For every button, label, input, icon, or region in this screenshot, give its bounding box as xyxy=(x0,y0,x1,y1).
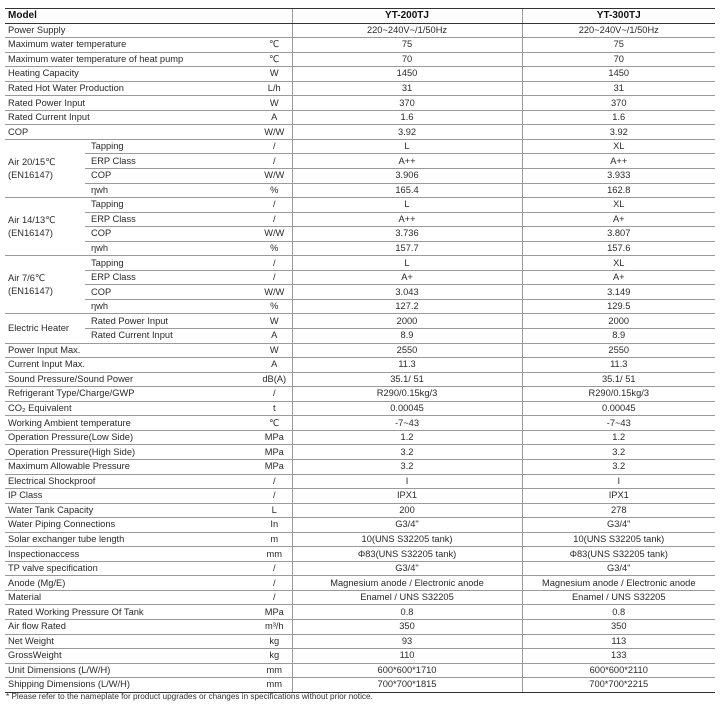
row-label: Working Ambient temperature xyxy=(5,416,257,431)
row-value-model-2: R290/0.15kg/3 xyxy=(522,387,715,402)
row-value-model-1: A+ xyxy=(292,270,522,285)
row-unit: MPa xyxy=(257,605,292,620)
header-model-2: YT-300TJ xyxy=(522,9,715,24)
table-row xyxy=(5,401,715,416)
row-unit: kg xyxy=(257,634,292,649)
row-unit: / xyxy=(257,576,292,591)
row-unit: W xyxy=(257,314,292,329)
group-label xyxy=(5,314,85,343)
row-value-model-1: 31 xyxy=(292,81,522,96)
row-unit: In xyxy=(257,518,292,533)
group-row-label: Tapping xyxy=(85,198,257,213)
row-label: COP xyxy=(5,125,257,140)
row-value-model-2: 700*700*2215 xyxy=(522,678,715,693)
table-row xyxy=(5,474,715,489)
table-row xyxy=(5,38,715,53)
row-label: Maximum water temperature of heat pump xyxy=(5,52,257,67)
spec-table xyxy=(5,8,715,693)
row-label: Refrigerant Type/Charge/GWP xyxy=(5,387,257,402)
group-row-label: ERP Class xyxy=(85,270,257,285)
row-value-model-1: I xyxy=(292,474,522,489)
table-row xyxy=(5,343,715,358)
group-table-row xyxy=(5,256,715,271)
row-label: Operation Pressure(High Side) xyxy=(5,445,257,460)
row-value-model-1: 157.7 xyxy=(292,241,522,256)
group-table-row xyxy=(5,139,715,154)
row-value-model-1: 3.2 xyxy=(292,459,522,474)
table-row xyxy=(5,605,715,620)
group-table-row xyxy=(5,169,715,184)
row-unit: dB(A) xyxy=(257,372,292,387)
row-value-model-1: 8.9 xyxy=(292,329,522,344)
table-row xyxy=(5,358,715,373)
row-value-model-1: 220~240V~/1/50Hz xyxy=(292,23,522,38)
table-row xyxy=(5,489,715,504)
row-unit: / xyxy=(257,387,292,402)
row-label: Net Weight xyxy=(5,634,257,649)
table-row xyxy=(5,590,715,605)
row-value-model-2: XL xyxy=(522,256,715,271)
group-row-label: ERP Class xyxy=(85,212,257,227)
row-unit: MPa xyxy=(257,445,292,460)
row-label: Shipping Dimensions (L/W/H) xyxy=(5,678,257,693)
table-row xyxy=(5,52,715,67)
row-unit: / xyxy=(257,474,292,489)
row-value-model-1: 2550 xyxy=(292,343,522,358)
row-value-model-1: 93 xyxy=(292,634,522,649)
row-value-model-1: 165.4 xyxy=(292,183,522,198)
group-label xyxy=(5,139,85,197)
row-unit: / xyxy=(257,561,292,576)
table-row xyxy=(5,445,715,460)
table-row xyxy=(5,619,715,634)
row-label: Water Piping Connections xyxy=(5,518,257,533)
group-label-line-1: Air 20/15℃ xyxy=(8,156,56,167)
row-label: CO₂ Equivalent xyxy=(5,401,257,416)
row-value-model-2: 3.149 xyxy=(522,285,715,300)
row-unit: W/W xyxy=(257,227,292,242)
row-value-model-1: Magnesium anode / Electronic anode xyxy=(292,576,522,591)
row-label: Unit Dimensions (L/W/H) xyxy=(5,663,257,678)
row-label: Rated Working Pressure Of Tank xyxy=(5,605,257,620)
row-unit: W/W xyxy=(257,285,292,300)
row-unit: ℃ xyxy=(257,416,292,431)
row-value-model-2: 31 xyxy=(522,81,715,96)
row-label: Inspectionaccess xyxy=(5,547,257,562)
group-label-line-1: Electric Heater xyxy=(8,323,69,334)
row-value-model-1: 3.2 xyxy=(292,445,522,460)
row-value-model-2: G3/4" xyxy=(522,518,715,533)
row-value-model-2: Enamel / UNS S32205 xyxy=(522,590,715,605)
table-row xyxy=(5,81,715,96)
row-unit: W/W xyxy=(257,169,292,184)
row-unit: m xyxy=(257,532,292,547)
table-row xyxy=(5,649,715,664)
row-value-model-2: 3.2 xyxy=(522,445,715,460)
row-value-model-1: A++ xyxy=(292,212,522,227)
row-unit: mm xyxy=(257,663,292,678)
row-value-model-2: 3.933 xyxy=(522,169,715,184)
group-table-row xyxy=(5,227,715,242)
table-row xyxy=(5,518,715,533)
row-value-model-2: Magnesium anode / Electronic anode xyxy=(522,576,715,591)
table-row xyxy=(5,67,715,82)
row-label: Maximum water temperature xyxy=(5,38,257,53)
row-value-model-1: Enamel / UNS S32205 xyxy=(292,590,522,605)
row-value-model-2: 133 xyxy=(522,649,715,664)
row-value-model-1: Φ83(UNS S32205 tank) xyxy=(292,547,522,562)
table-row xyxy=(5,678,715,693)
row-value-model-1: L xyxy=(292,139,522,154)
table-row xyxy=(5,125,715,140)
row-unit xyxy=(257,23,292,38)
group-table-row xyxy=(5,212,715,227)
row-label: Current Input Max. xyxy=(5,358,257,373)
row-unit: A xyxy=(257,110,292,125)
group-table-row xyxy=(5,270,715,285)
row-unit: ℃ xyxy=(257,38,292,53)
table-row xyxy=(5,503,715,518)
group-table-row xyxy=(5,314,715,329)
row-label: Electrical Shockproof xyxy=(5,474,257,489)
row-value-model-2: 1450 xyxy=(522,67,715,82)
row-unit: W xyxy=(257,343,292,358)
row-value-model-2: I xyxy=(522,474,715,489)
row-unit: / xyxy=(257,139,292,154)
row-value-model-1: 127.2 xyxy=(292,299,522,314)
row-label: Sound Pressure/Sound Power xyxy=(5,372,257,387)
header-unit-cell xyxy=(257,9,292,24)
group-table-row xyxy=(5,285,715,300)
row-value-model-1: 1450 xyxy=(292,67,522,82)
group-row-label: ηwh xyxy=(85,299,257,314)
row-unit: / xyxy=(257,489,292,504)
row-value-model-1: 2000 xyxy=(292,314,522,329)
row-value-model-1: A++ xyxy=(292,154,522,169)
group-table-row xyxy=(5,241,715,256)
row-value-model-2: A++ xyxy=(522,154,715,169)
row-unit: mm xyxy=(257,547,292,562)
row-unit: / xyxy=(257,590,292,605)
group-label-line-2: (EN16147) xyxy=(8,285,53,296)
row-unit: % xyxy=(257,241,292,256)
row-value-model-2: 3.92 xyxy=(522,125,715,140)
row-value-model-1: 10(UNS S32205 tank) xyxy=(292,532,522,547)
table-row xyxy=(5,532,715,547)
row-label: Solar exchanger tube length xyxy=(5,532,257,547)
row-unit: L xyxy=(257,503,292,518)
row-value-model-2: 70 xyxy=(522,52,715,67)
row-label: GrossWeight xyxy=(5,649,257,664)
table-row xyxy=(5,663,715,678)
row-value-model-2: Φ83(UNS S32205 tank) xyxy=(522,547,715,562)
table-row xyxy=(5,561,715,576)
row-value-model-1: 600*600*1710 xyxy=(292,663,522,678)
row-value-model-1: 70 xyxy=(292,52,522,67)
group-table-row xyxy=(5,329,715,344)
table-row xyxy=(5,372,715,387)
row-value-model-1: 35.1/ 51 xyxy=(292,372,522,387)
row-value-model-2: G3/4" xyxy=(522,561,715,576)
group-label xyxy=(5,256,85,314)
row-value-model-1: 1.6 xyxy=(292,110,522,125)
group-row-label: COP xyxy=(85,169,257,184)
group-label-line-2: (EN16147) xyxy=(8,227,53,238)
row-value-model-1: 3.906 xyxy=(292,169,522,184)
row-value-model-2: 8.9 xyxy=(522,329,715,344)
row-value-model-2: A+ xyxy=(522,270,715,285)
row-unit: W/W xyxy=(257,125,292,140)
row-value-model-1: 370 xyxy=(292,96,522,111)
row-value-model-2: 3.807 xyxy=(522,227,715,242)
row-value-model-1: 200 xyxy=(292,503,522,518)
group-row-label: COP xyxy=(85,285,257,300)
row-label: Air flow Rated xyxy=(5,619,257,634)
row-unit: MPa xyxy=(257,459,292,474)
row-unit: ℃ xyxy=(257,52,292,67)
row-value-model-1: IPX1 xyxy=(292,489,522,504)
row-unit: L/h xyxy=(257,81,292,96)
table-row xyxy=(5,416,715,431)
group-table-row xyxy=(5,198,715,213)
row-value-model-2: 0.00045 xyxy=(522,401,715,416)
row-value-model-1: 3.92 xyxy=(292,125,522,140)
row-unit: m³/h xyxy=(257,619,292,634)
row-value-model-1: 0.00045 xyxy=(292,401,522,416)
row-value-model-2: 1.2 xyxy=(522,430,715,445)
row-value-model-2: A+ xyxy=(522,212,715,227)
row-value-model-1: 350 xyxy=(292,619,522,634)
row-value-model-2: 600*600*2110 xyxy=(522,663,715,678)
row-value-model-1: G3/4" xyxy=(292,518,522,533)
row-label: Rated Power Input xyxy=(5,96,257,111)
row-value-model-2: IPX1 xyxy=(522,489,715,504)
group-row-label: ERP Class xyxy=(85,154,257,169)
row-value-model-2: 11.3 xyxy=(522,358,715,373)
row-value-model-2: XL xyxy=(522,198,715,213)
table-row xyxy=(5,23,715,38)
row-value-model-2: XL xyxy=(522,139,715,154)
row-label: Material xyxy=(5,590,257,605)
row-value-model-1: 11.3 xyxy=(292,358,522,373)
group-row-label: Rated Power Input xyxy=(85,314,257,329)
row-label: Water Tank Capacity xyxy=(5,503,257,518)
row-value-model-1: R290/0.15kg/3 xyxy=(292,387,522,402)
table-row xyxy=(5,459,715,474)
row-label: Power Input Max. xyxy=(5,343,257,358)
row-value-model-2: 0.8 xyxy=(522,605,715,620)
row-unit: A xyxy=(257,329,292,344)
row-value-model-2: 370 xyxy=(522,96,715,111)
row-value-model-2: 75 xyxy=(522,38,715,53)
row-value-model-2: 2550 xyxy=(522,343,715,358)
table-row xyxy=(5,547,715,562)
header-model-label: Model xyxy=(5,9,257,24)
row-value-model-1: 3.736 xyxy=(292,227,522,242)
row-unit: W xyxy=(257,96,292,111)
group-label xyxy=(5,198,85,256)
spec-table-container xyxy=(5,8,715,693)
table-header-row xyxy=(5,9,715,24)
row-unit: / xyxy=(257,270,292,285)
row-value-model-2: 278 xyxy=(522,503,715,518)
footnote: * Please refer to the nameplate for product upgrades or changes in specifications without prior notice. xyxy=(6,692,373,701)
group-row-label: Tapping xyxy=(85,256,257,271)
row-value-model-1: 3.043 xyxy=(292,285,522,300)
row-value-model-2: 350 xyxy=(522,619,715,634)
row-unit: W xyxy=(257,67,292,82)
row-unit: % xyxy=(257,183,292,198)
row-value-model-1: 700*700*1815 xyxy=(292,678,522,693)
row-value-model-2: 157.6 xyxy=(522,241,715,256)
group-label-line-1: Air 14/13℃ xyxy=(8,214,56,225)
row-unit: A xyxy=(257,358,292,373)
group-label-line-2: (EN16147) xyxy=(8,169,53,180)
row-unit: / xyxy=(257,212,292,227)
row-value-model-1: G3/4" xyxy=(292,561,522,576)
table-row xyxy=(5,634,715,649)
row-value-model-2: 10(UNS S32205 tank) xyxy=(522,532,715,547)
row-unit: / xyxy=(257,198,292,213)
row-unit: t xyxy=(257,401,292,416)
group-label-line-1: Air 7/6℃ xyxy=(8,272,46,283)
row-value-model-2: 1.6 xyxy=(522,110,715,125)
row-label: Anode (Mg/E) xyxy=(5,576,257,591)
row-label: Heating Capacity xyxy=(5,67,257,82)
row-value-model-1: -7~43 xyxy=(292,416,522,431)
row-unit: mm xyxy=(257,678,292,693)
row-value-model-2: 162.8 xyxy=(522,183,715,198)
header-model-1: YT-200TJ xyxy=(292,9,522,24)
row-unit: kg xyxy=(257,649,292,664)
group-table-row xyxy=(5,299,715,314)
table-row xyxy=(5,387,715,402)
row-value-model-1: 1.2 xyxy=(292,430,522,445)
row-unit: % xyxy=(257,299,292,314)
row-value-model-1: 110 xyxy=(292,649,522,664)
row-unit: MPa xyxy=(257,430,292,445)
row-value-model-1: 75 xyxy=(292,38,522,53)
row-label: Power Supply xyxy=(5,23,257,38)
row-value-model-2: -7~43 xyxy=(522,416,715,431)
group-row-label: ηwh xyxy=(85,241,257,256)
row-label: Maximum Allowable Pressure xyxy=(5,459,257,474)
row-value-model-2: 129.5 xyxy=(522,299,715,314)
group-table-row xyxy=(5,154,715,169)
row-label: Rated Hot Water Production xyxy=(5,81,257,96)
row-label: IP Class xyxy=(5,489,257,504)
group-row-label: Rated Current Input xyxy=(85,329,257,344)
table-row xyxy=(5,96,715,111)
row-value-model-2: 2000 xyxy=(522,314,715,329)
row-label: TP valve specification xyxy=(5,561,257,576)
table-row xyxy=(5,576,715,591)
table-row xyxy=(5,430,715,445)
row-unit: / xyxy=(257,154,292,169)
row-value-model-2: 113 xyxy=(522,634,715,649)
row-value-model-2: 220~240V~/1/50Hz xyxy=(522,23,715,38)
row-value-model-2: 3.2 xyxy=(522,459,715,474)
group-row-label: Tapping xyxy=(85,139,257,154)
row-unit: / xyxy=(257,256,292,271)
row-label: Operation Pressure(Low Side) xyxy=(5,430,257,445)
row-value-model-1: 0.8 xyxy=(292,605,522,620)
group-row-label: COP xyxy=(85,227,257,242)
row-value-model-1: L xyxy=(292,198,522,213)
row-value-model-1: L xyxy=(292,256,522,271)
group-row-label: ηwh xyxy=(85,183,257,198)
table-row xyxy=(5,110,715,125)
row-value-model-2: 35.1/ 51 xyxy=(522,372,715,387)
group-table-row xyxy=(5,183,715,198)
row-label: Rated Current Input xyxy=(5,110,257,125)
